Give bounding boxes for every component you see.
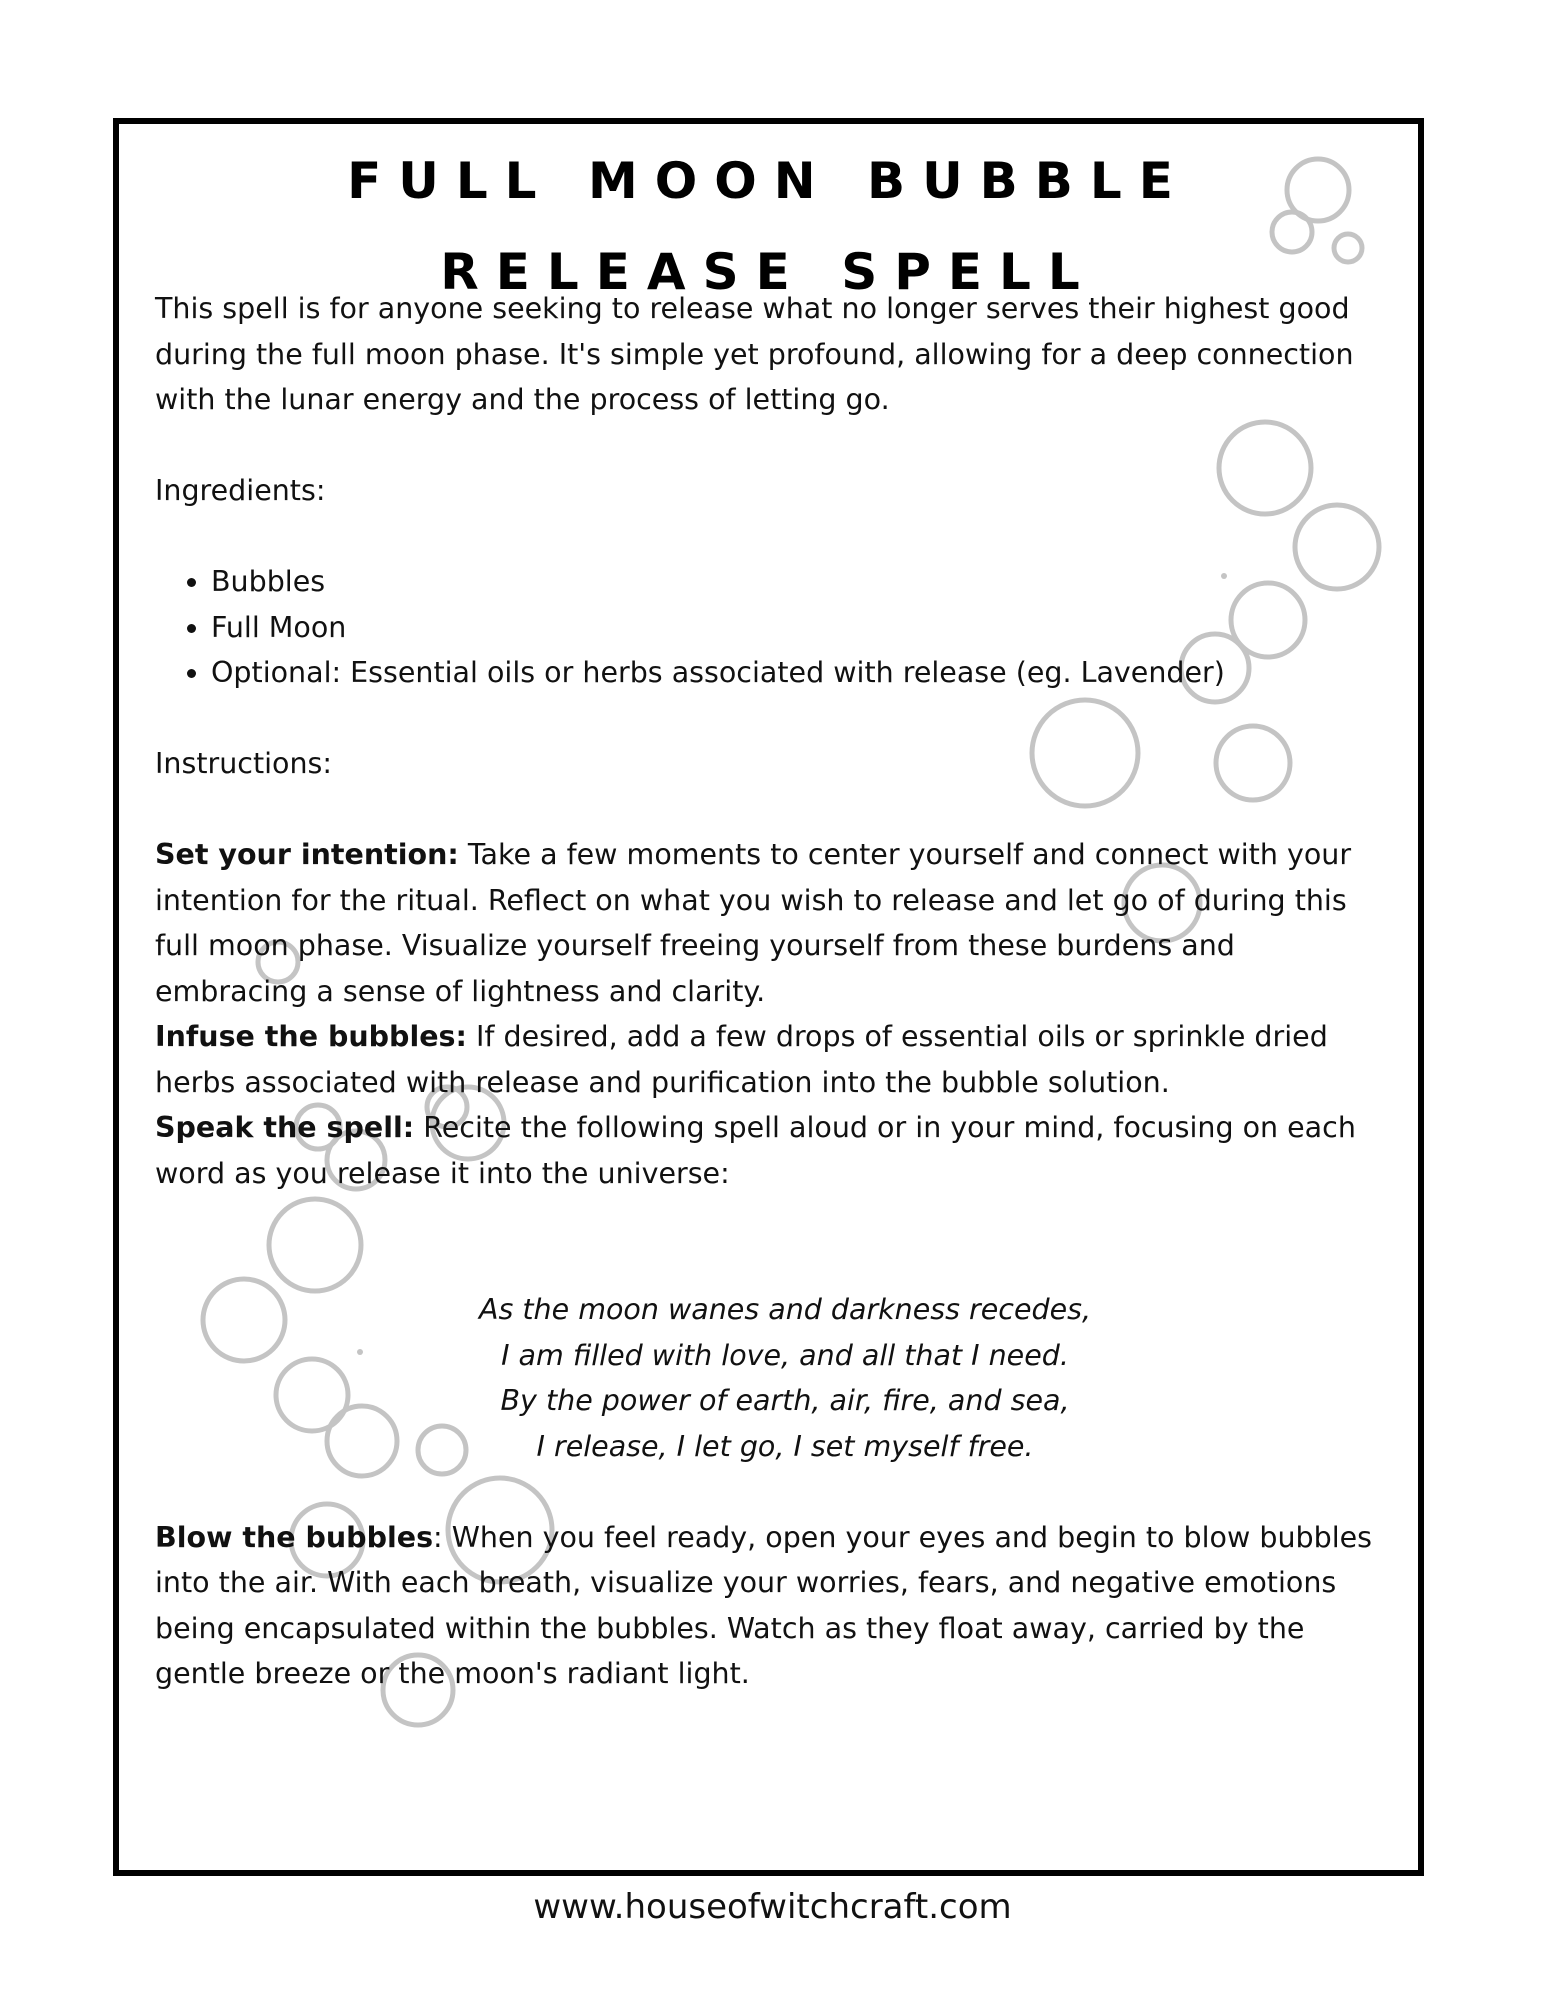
- step-lead: Blow the bubbles: [155, 1520, 434, 1554]
- title-line-1: FULL MOON BUBBLE: [347, 152, 1190, 210]
- spell-poem: [285, 1287, 1285, 1469]
- step-infuse-bubbles: [155, 1014, 1395, 1105]
- ingredients-list: [155, 559, 1395, 696]
- step-text: Recite the following spell aloud or in your mind, focusing on each word as you release it into the universe:: [155, 1111, 1356, 1190]
- spell-content: [155, 286, 1395, 1697]
- footer-url[interactable]: www.houseofwitchcraft.com: [533, 1887, 1012, 1927]
- poem-line: As the moon wanes and darkness recedes,: [478, 1293, 1092, 1326]
- poem-line: I am filled with love, and all that I need.: [501, 1338, 1069, 1372]
- step-speak-spell: [155, 1105, 1395, 1196]
- title-line-2: RELEASE SPELL: [440, 243, 1097, 301]
- poem-line: I release, I let go, I set myself free.: [536, 1429, 1034, 1463]
- step-lead: Speak the spell:: [155, 1111, 415, 1144]
- list-item: • Optional: Essential oils or herbs associated with release (eg. Lavender): [211, 650, 1395, 696]
- poem-line: By the power of earth, air, fire, and sea,: [500, 1384, 1070, 1417]
- instructions-heading: Instructions:: [155, 747, 332, 780]
- step-text: Take a few moments to center yourself and connect with your intention for the ritual. Reflect on what you wish to release and let go of during this full moon phase. Visualize yourself freeing yourself from these burdens and embracing a sense of lightness and clarity.: [155, 838, 1352, 1008]
- step-blow-bubbles: [155, 1515, 1395, 1697]
- intro-paragraph: This spell is for anyone seeking to release what no longer serves their highest good during the full moon phase. It's simple yet profound, allowing for a deep connection with the lunar energy and the process of letting go.: [155, 292, 1354, 416]
- list-item: • Full Moon: [211, 605, 1395, 651]
- step-lead: Set your intention:: [155, 838, 459, 871]
- step-set-intention: [155, 832, 1395, 1014]
- list-item: • Bubbles: [211, 559, 1395, 605]
- step-lead: Infuse the bubbles:: [155, 1020, 467, 1053]
- step-text: If desired, add a few drops of essential oils or sprinkle dried herbs associated with release and purification into the bubble solution.: [155, 1020, 1328, 1099]
- ingredients-heading: Ingredients:: [155, 474, 326, 507]
- step-text: : When you feel ready, open your eyes and begin to blow bubbles into the air. With each breath, visualize your worries, fears, and negative emotions being encapsulated within the bubbles. Watch as they float away, carried by the gentle breeze or the moon's radiant light.: [155, 1520, 1373, 1690]
